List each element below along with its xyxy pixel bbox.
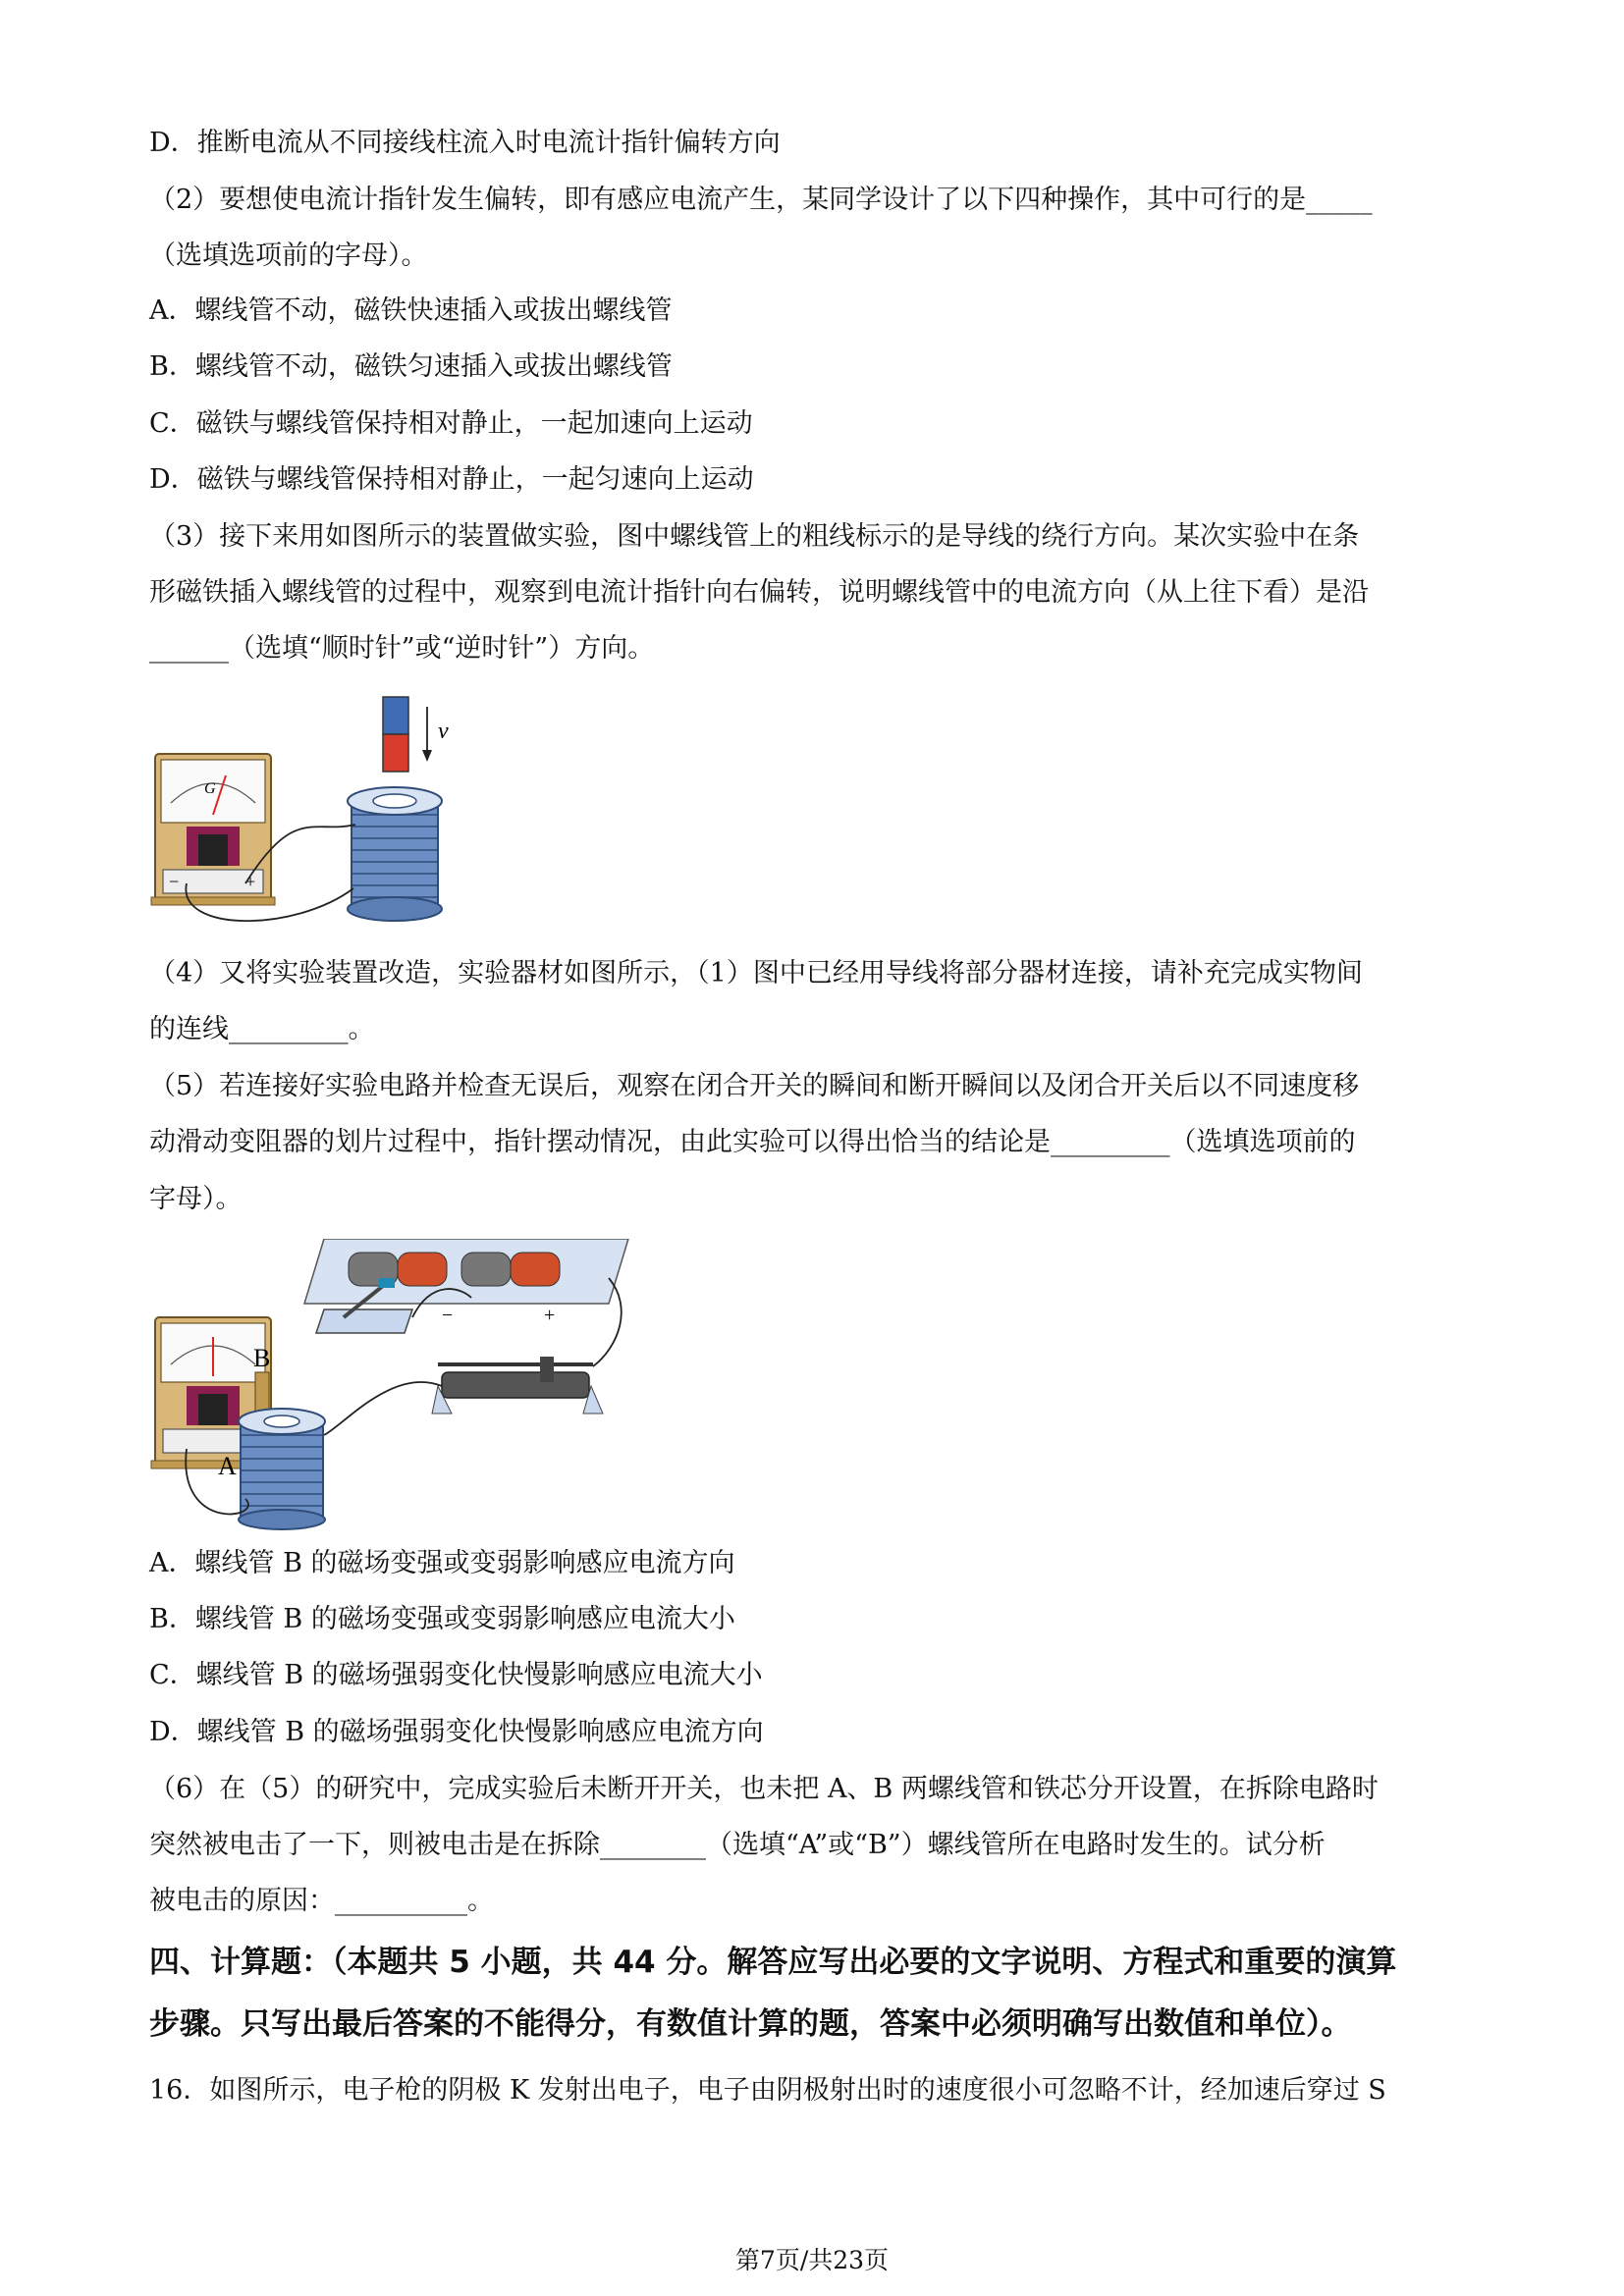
question-5-stem-3: 字母）。 (149, 1184, 243, 1214)
figure-mutual-induction-setup (147, 1239, 638, 1533)
question-3-stem-3: ______（选填“顺时针”或“逆时针”）方向。 (149, 633, 655, 664)
question-5-stem-2: 动滑动变阻器的划片过程中，指针摆动情况，由此实验可以得出恰当的结论是_________（选填选项前的 (149, 1127, 1356, 1157)
question-3-stem-1: （3）接下来用如图所示的装置做实验，图中螺线管上的粗线标示的是导线的绕行方向。某次实验中在条 (149, 521, 1360, 552)
option-d-q5: D．螺线管 B 的磁场强弱变化快慢影响感应电流方向 (149, 1717, 764, 1747)
figure-galvanometer-coil-magnet (147, 687, 471, 933)
wire-rheostat-coil (324, 1382, 442, 1435)
galvanometer-minus: − (169, 872, 180, 891)
question-4-stem-2: 的连线_________。 (149, 1014, 375, 1044)
rheostat (442, 1372, 589, 1398)
option-d-q1: D．推断电流从不同接线柱流入时电流计指针偏转方向 (149, 128, 781, 158)
question-5-stem-1: （5）若连接好实验电路并检查无误后，观察在闭合开关的瞬间和断开瞬间以及闭合开关后以不同速度移 (149, 1071, 1360, 1101)
solenoid-coil (352, 801, 438, 909)
galvanometer-plus: + (245, 872, 256, 891)
section-4-heading-line-1: 四、计算题：（本题共 5 小题，共 44 分。解答应写出必要的文字说明、方程式和重要的演算 (149, 1945, 1397, 1980)
question-6-stem-1: （6）在（5）的研究中，完成实验后未断开开关，也未把 A、B 两螺线管和铁芯分开设置，在拆除电路时 (149, 1774, 1379, 1804)
question-6-stem-3: 被电击的原因：__________。 (149, 1886, 494, 1916)
option-a-q2: A．螺线管不动，磁铁快速插入或拔出螺线管 (149, 295, 673, 326)
question-2-hint: （选填选项前的字母）。 (149, 240, 428, 271)
question-2-stem: （2）要想使电流计指针发生偏转，即有感应电流产生，某同学设计了以下四种操作，其中可行的是_____ (149, 185, 1373, 215)
coil-a-label: A (218, 1452, 237, 1480)
galvanometer-label: G (204, 780, 216, 797)
bar-magnet-top (383, 697, 408, 734)
question-3-stem-2: 形磁铁插入螺线管的过程中，观察到电流计指针向右偏转，说明螺线管中的电流方向（从上往下看）是沿 (149, 577, 1369, 608)
bar-magnet-bottom (383, 734, 408, 772)
option-c-q5: C．螺线管 B 的磁场强弱变化快慢影响感应电流大小 (149, 1660, 763, 1690)
switch (316, 1309, 412, 1333)
velocity-label: v (438, 719, 449, 744)
battery-plus: + (544, 1305, 556, 1326)
option-c-q2: C．磁铁与螺线管保持相对静止，一起加速向上运动 (149, 408, 753, 439)
velocity-arrow-head (422, 750, 432, 762)
question-4-stem-1: （4）又将实验装置改造，实验器材如图所示，（1）图中已经用导线将部分器材连接，请补充完成实物间 (149, 958, 1363, 988)
battery-minus: − (442, 1305, 454, 1326)
option-a-q5: A．螺线管 B 的磁场变强或变弱影响感应电流方向 (149, 1548, 735, 1578)
option-d-q2: D．磁铁与螺线管保持相对静止，一起匀速向上运动 (149, 464, 754, 495)
page-footer: 第7页/共23页 (734, 2246, 890, 2274)
question-16-stem: 16．如图所示，电子枪的阴极 K 发射出电子，电子由阴极射出时的速度很小可忽略不计，经加速后穿过 S (149, 2075, 1386, 2106)
coil-b-label: B (253, 1344, 271, 1372)
option-b-q5: B．螺线管 B 的磁场变强或变弱影响感应电流大小 (149, 1604, 735, 1634)
question-6-stem-2: 突然被电击了一下，则被电击是在拆除________（选填“A”或“B”）螺线管所在电路时发生的。试分析 (149, 1830, 1326, 1860)
option-b-q2: B．螺线管不动，磁铁匀速插入或拔出螺线管 (149, 351, 673, 382)
section-4-heading-line-2: 步骤。只写出最后答案的不能得分，有数值计算的题，答案中必须明确写出数值和单位）。 (149, 2006, 1352, 2042)
